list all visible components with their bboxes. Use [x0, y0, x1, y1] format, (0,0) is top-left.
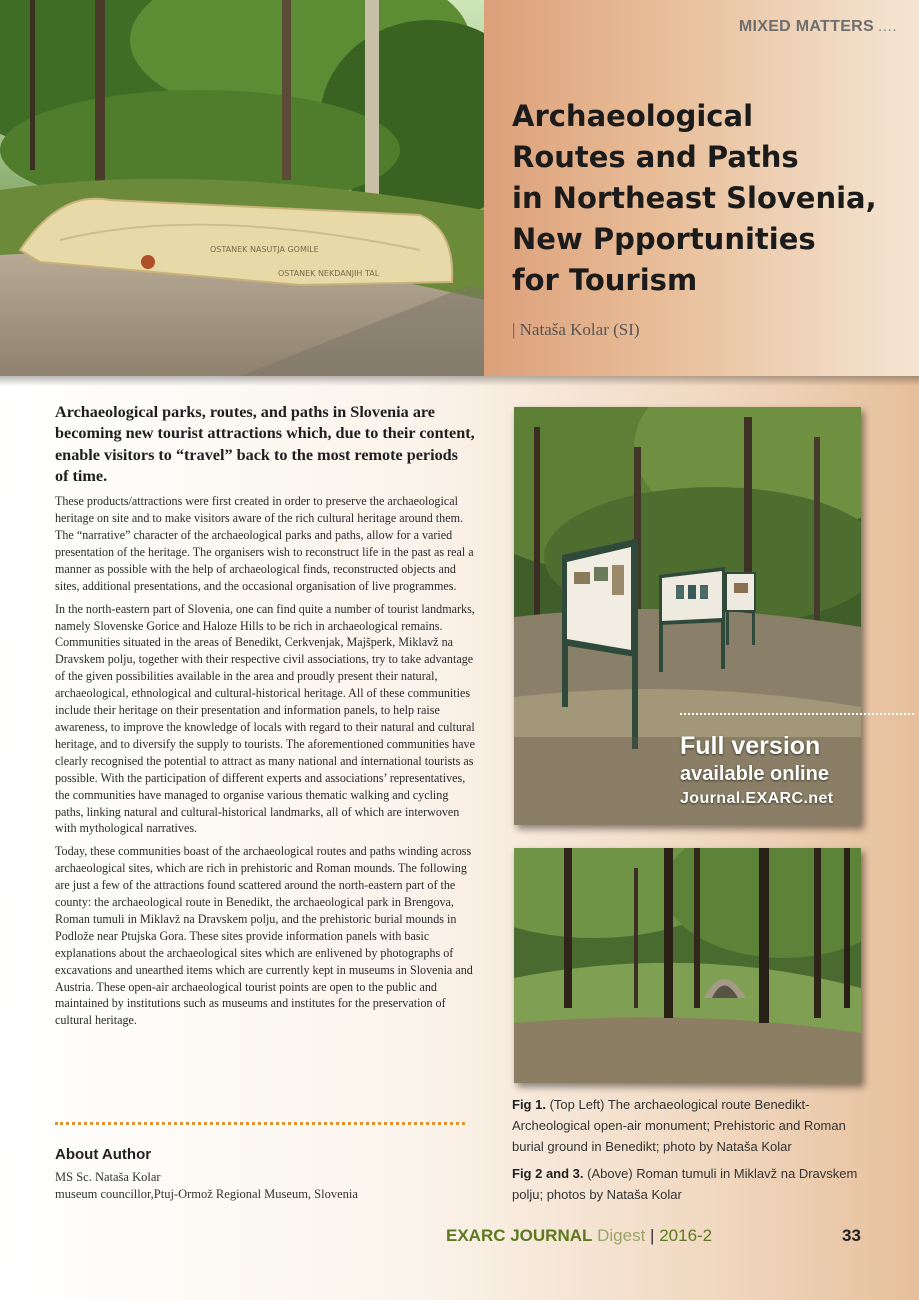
fig2-caption: [512, 1163, 872, 1205]
footer: [446, 1226, 712, 1246]
hero-sign-text-2: OSTANEK NEKDANJIH TAL: [278, 269, 380, 278]
header-shadow: [0, 376, 919, 386]
full-version-subtitle: available online: [680, 763, 829, 785]
fig2-photo: [514, 848, 861, 1083]
page-number: 33: [842, 1226, 861, 1245]
article-title: [512, 96, 912, 301]
fig1-caption: [512, 1094, 872, 1157]
author-name: MS Sc. Nataša Kolar: [55, 1170, 161, 1184]
fig2-caption-label: Fig 2 and 3.: [512, 1166, 584, 1181]
section-label-text: MIXED MATTERS: [738, 18, 875, 35]
full-version-title: Full version: [680, 732, 821, 760]
title-line-4: New Ppportunities: [512, 222, 816, 256]
about-author-heading: About Author: [55, 1146, 152, 1163]
lead-paragraph: Archaeological parks, routes, and paths in Slovenia are becoming new tourist attractions which, due to their content, enable visitors to “travel” back to the most remote periods of time.: [55, 403, 475, 485]
title-panel: [484, 0, 919, 376]
hero-sign-text-1: OSTANEK NASUTJA GOMILE: [210, 245, 319, 254]
fig1-caption-text: (Top Left) The archaeological route Benedikt-Archeological open-air monument; Prehistoric and Roman burial ground in Benedikt; photo by Nataša Kolar: [512, 1097, 846, 1154]
body-paragraph-3: Today, these communities boast of the archaeological routes and paths winding across archaeological sites, which are rich in prehistoric and Roman mounds. The following are just a few of the attractions found scattered around the north-eastern part of the county: the archaeological route in Benedikt, the archaeological park in Brengova, Roman tumuli in Miklavž na Dravskem polju, and the prehistoric burial mounds in Podlože near Ptujska Gora. These sites provide information panels with basic explanations about the archaeological sites which are enlivened by photographs of excavations and unearthed items which are currently kept in museums in Slovenia and Austria. These open-air archaeological tourist points are open to the public and maintained by institutions such as museums and institutes for the preservation of cultural heritage.: [55, 844, 473, 1028]
title-line-3: in Northeast Slovenia,: [512, 181, 877, 215]
hero-photo: [0, 0, 484, 376]
section-label-dots: ....: [878, 18, 897, 35]
dotted-divider: [55, 1122, 465, 1125]
full-version-promo[interactable]: [680, 731, 834, 811]
fig2-illustration: [514, 848, 861, 1083]
fig1-caption-label: Fig 1.: [512, 1097, 546, 1112]
title-line-1: Archaeological: [512, 99, 754, 133]
footer-issue: 2016-2: [659, 1226, 713, 1245]
hero-photo-illustration: [0, 0, 484, 376]
footer-separator: |: [645, 1226, 660, 1245]
article-body: [55, 402, 475, 1035]
full-version-link[interactable]: Journal.EXARC.net: [680, 790, 834, 807]
footer-digest: Digest: [592, 1226, 646, 1245]
fig2-caption-text: (Above) Roman tumuli in Miklavž na Dravskem polju; photos by Nataša Kolar: [512, 1166, 858, 1202]
author-role: museum councillor,Ptuj-Ormož Regional Museum, Slovenia: [55, 1187, 358, 1201]
title-line-5: for Tourism: [512, 263, 698, 297]
footer-brand: EXARC JOURNAL: [446, 1226, 593, 1245]
body-paragraph-1: These products/attractions were first created in order to preserve the archaeological heritage on site and to make visitors aware of the rich cultural heritage around them. The “narrative” character of the archaeological parks and paths, allow for a varied presentation of the heritage. The organisers wish to reconstruct life in the past as real a manner as possible with the help of archaeological finds, reconstructed objects and sites, additional presentations, and the occasional organisation of live programmes.: [55, 494, 474, 593]
full-version-dots: [680, 713, 914, 715]
section-label: [739, 18, 897, 36]
body-paragraph-2: In the north-eastern part of Slovenia, one can find quite a number of tourist landmarks, namely Slovenske Gorice and Haloze Hills to be rich in archaeological remains. Communities situated in the areas of Benedikt, Cerkvenjak, Majšperk, Miklavž na Dravskem polju, together with their respective civil associations, try to take advantage of the given possibilities available in the area and proudly present their natural, archaeological, ethnological and cultural-historical heritage. All of these communities include their heritage on their presentation and information panels, to help raise awareness, to improve the knowledge of locals with regard to their natural and cultural heritage, and to diversify the supply to tourists. The aforementioned communities have clearly recognised the potential to attract as many national and international tourists as possible. With the participation of different experts and associations’ representatives, the communities have managed to organise various thematic walking and cycling paths, linking natural and cultural-historical landmarks, all of which are interwoven with mythological narratives.: [55, 601, 475, 836]
byline: | Nataša Kolar (SI): [512, 320, 640, 339]
title-line-2: Routes and Paths: [512, 140, 799, 174]
